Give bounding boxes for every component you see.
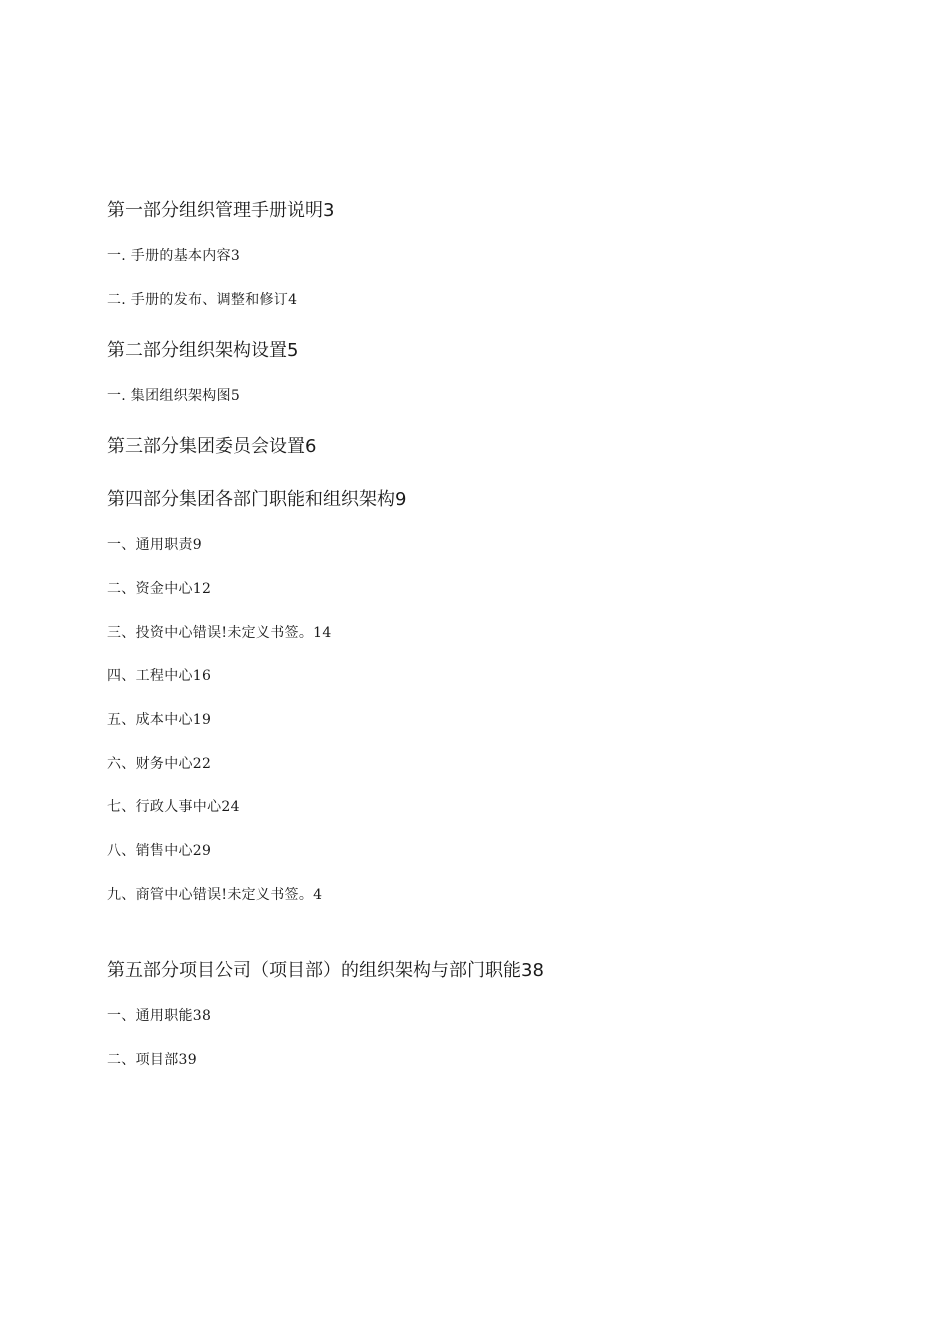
toc-part-4[interactable]: 第四部分集团各部门职能和组织架构9 [107, 489, 407, 510]
toc-section-2-1[interactable]: 一. 集团组织架构图5 [107, 388, 241, 404]
toc-part-2[interactable]: 第二部分组织架构设置5 [107, 340, 299, 361]
toc-section-5-1[interactable]: 一、通用职能38 [107, 1008, 212, 1024]
toc-part-1[interactable]: 第一部分组织管理手册说明3 [107, 200, 335, 221]
toc-section-4-4[interactable]: 四、工程中心16 [107, 668, 212, 684]
toc-section-4-9[interactable]: 九、商管中心错误!未定义书签。4 [107, 887, 323, 903]
toc-section-1-2[interactable]: 二. 手册的发布、调整和修订4 [107, 292, 298, 308]
toc-section-4-7[interactable]: 七、行政人事中心24 [107, 799, 240, 815]
toc-part-3[interactable]: 第三部分集团委员会设置6 [107, 436, 317, 457]
toc-part-5[interactable]: 第五部分项目公司（项目部）的组织架构与部门职能38 [107, 960, 544, 981]
toc-section-4-6[interactable]: 六、财务中心22 [107, 756, 212, 772]
toc-section-5-2[interactable]: 二、项目部39 [107, 1052, 197, 1068]
toc-section-4-8[interactable]: 八、销售中心29 [107, 843, 212, 859]
toc-section-4-1[interactable]: 一、通用职责9 [107, 537, 203, 553]
toc-section-4-5[interactable]: 五、成本中心19 [107, 712, 212, 728]
toc-section-1-1[interactable]: 一. 手册的基本内容3 [107, 248, 241, 264]
toc-section-4-3[interactable]: 三、投资中心错误!未定义书签。14 [107, 625, 332, 641]
toc-section-4-2[interactable]: 二、资金中心12 [107, 581, 212, 597]
